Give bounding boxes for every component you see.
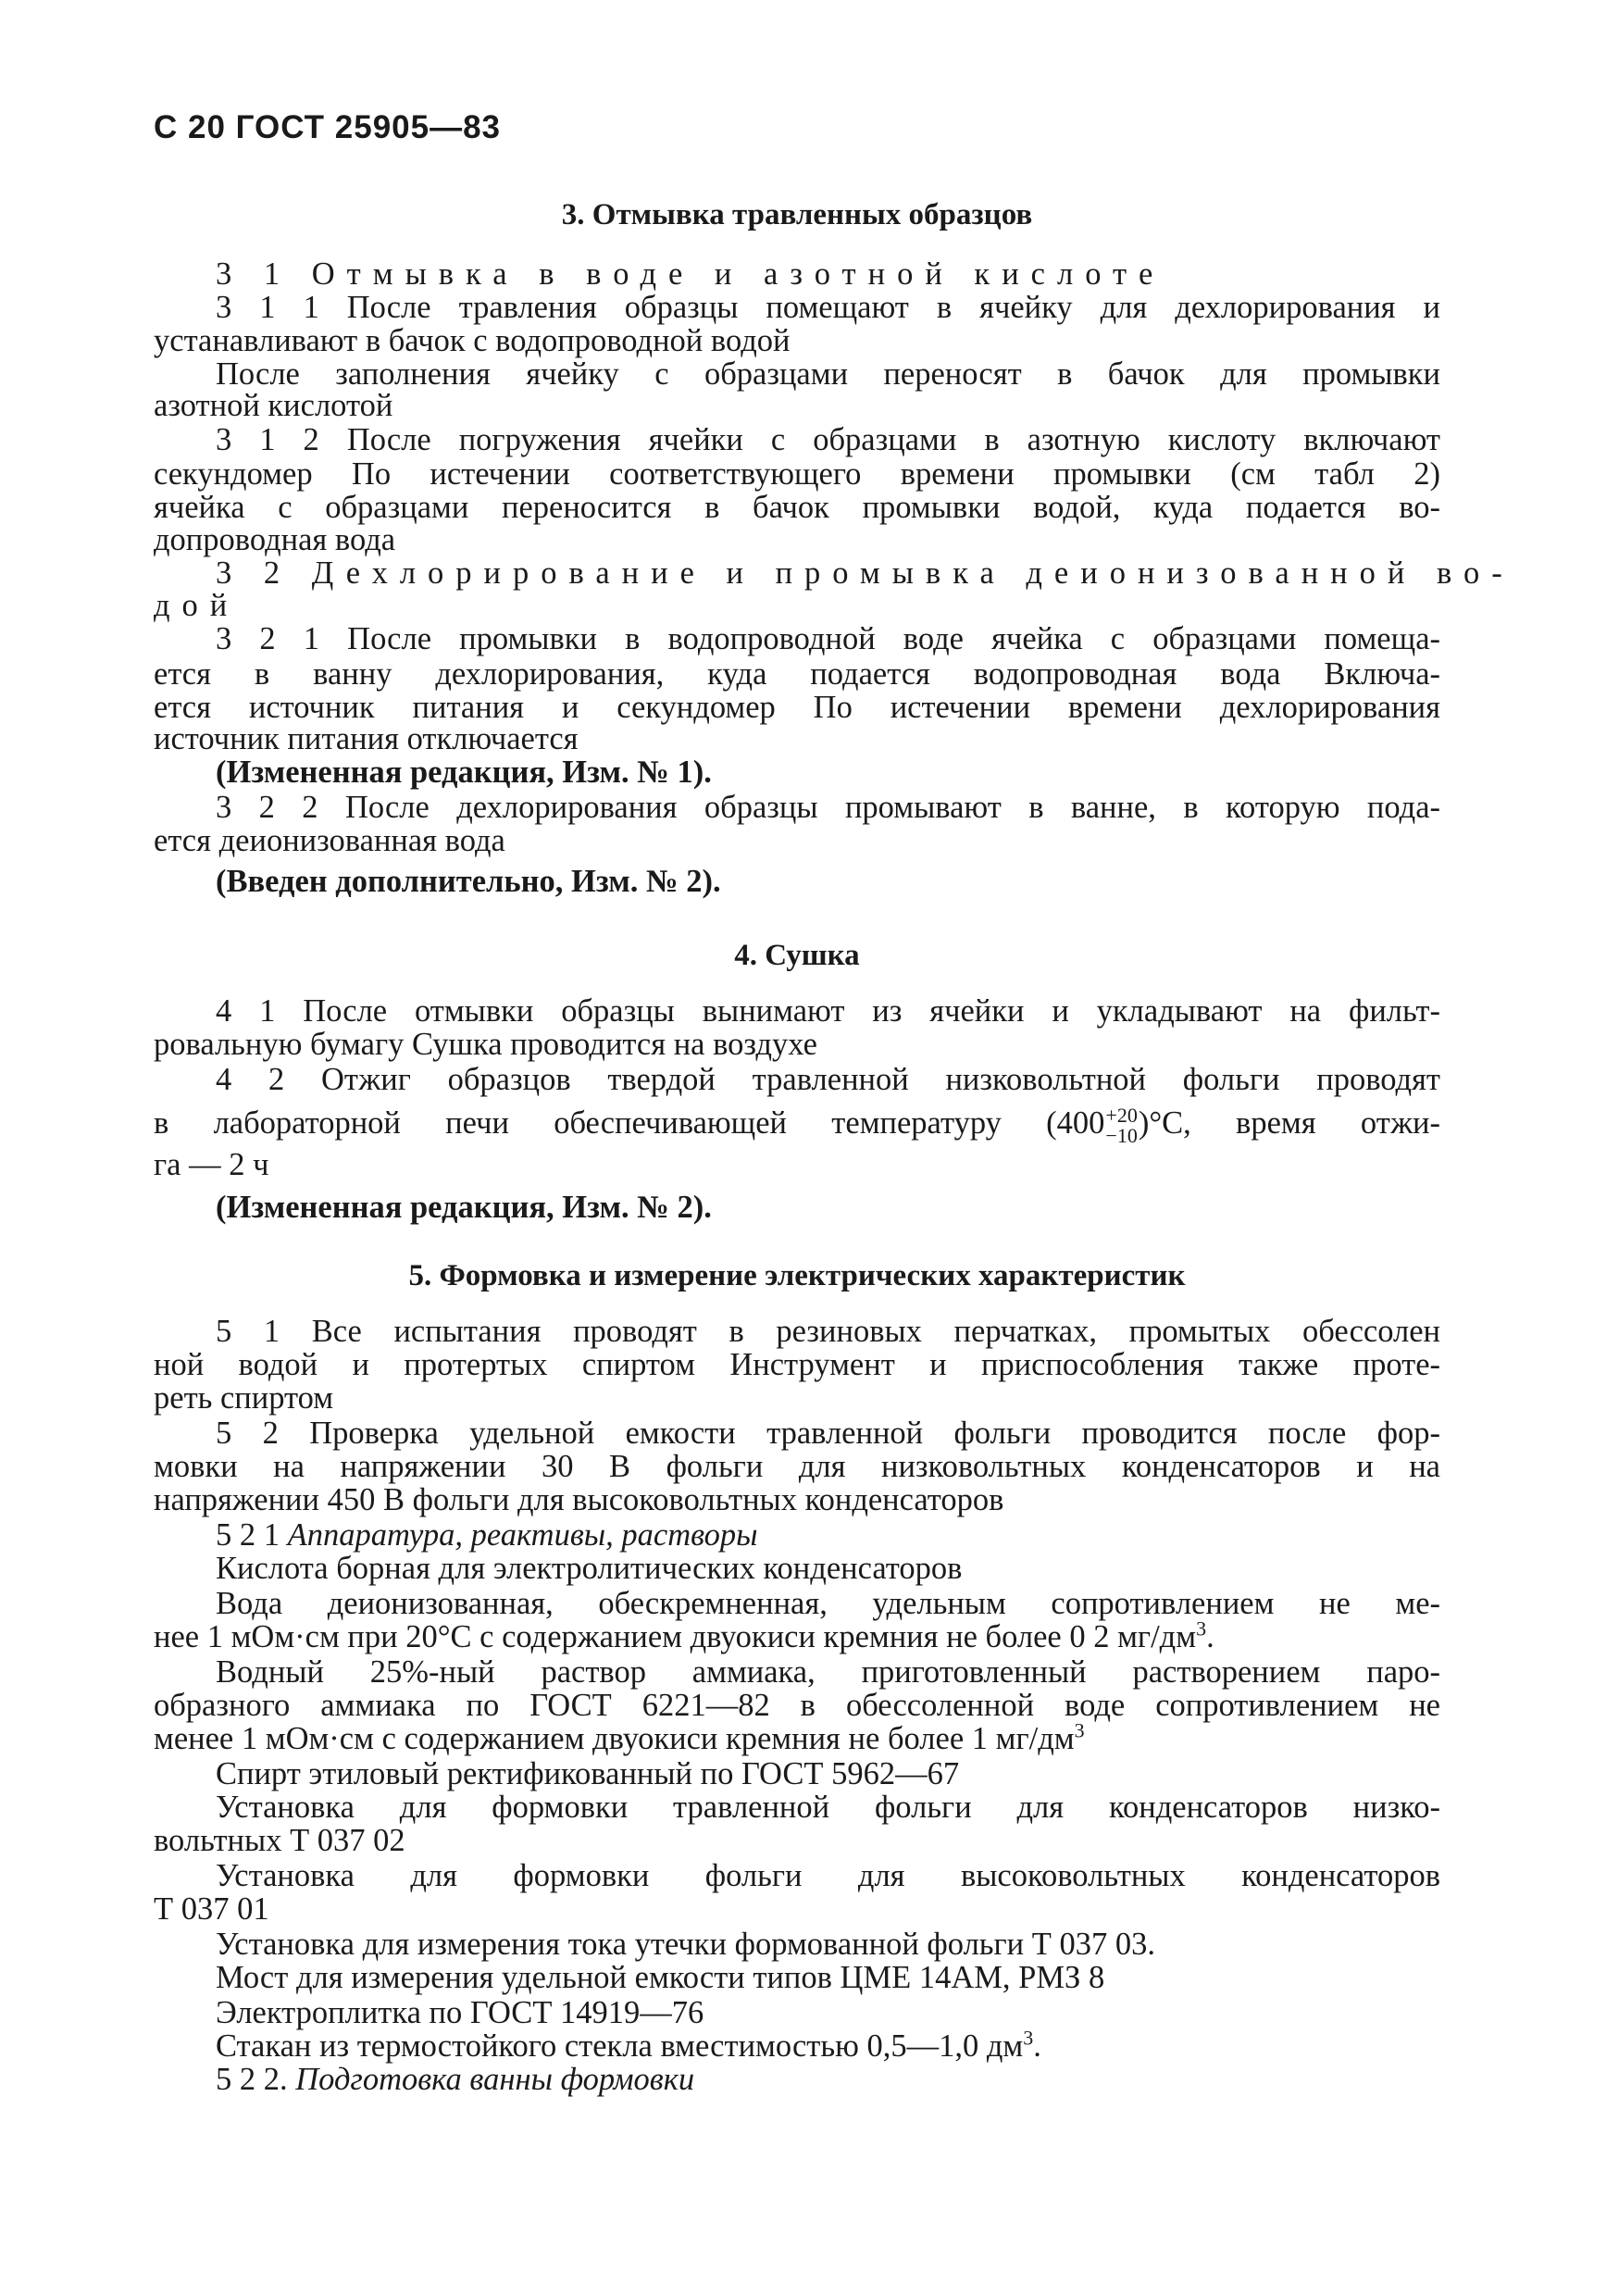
text-line: Мост для измерения удельной емкости типов ЦМЕ 14АМ, РМЗ 8 xyxy=(216,1960,1105,1995)
tolerance-upper: +20 xyxy=(1105,1104,1138,1127)
clause-3-2-heading: 3 2 Дехлорирование и промывка деионизованной во- xyxy=(216,555,1514,591)
text-line: нее 1 мОм·см при 20°С с содержанием двуокиси кремния не более 0 2 $мг/дм^3$. xyxy=(154,1616,1214,1654)
text-line: ется деионизованная вода xyxy=(154,823,505,858)
text-line: устанавливают в бачок с водопроводной водой xyxy=(154,323,791,358)
text-line: Установка для измерения тока утечки формованной фольги Т 037 03. xyxy=(216,1927,1155,1962)
clause-3-1-heading: 3 1 Отмывка в воде и азотной кислоте xyxy=(216,256,1165,292)
superscript-3: 3 xyxy=(1074,1718,1085,1742)
text-line: ровальную бумагу Сушка проводится на воздухе xyxy=(154,1027,817,1062)
clause-title: Подготовка ванны формовки xyxy=(295,2062,695,2097)
text-line: ячейка с образцами переносится в бачок промывки водой, куда подается во- xyxy=(154,490,1440,525)
text-line: Вода деионизованная, обескремненная, удельным сопротивлением не ме- xyxy=(216,1586,1440,1621)
formula-text-after: )°С, время отжи- xyxy=(1138,1104,1440,1141)
text-line: дой xyxy=(154,588,240,623)
text-line: 5 2 Проверка удельной емкости травленной фольги проводится после фор- xyxy=(216,1416,1440,1451)
text-line: образного аммиака по ГОСТ 6221—82 в обессоленной воде сопротивлением не xyxy=(154,1688,1440,1723)
text-line: Установка для формовки травленной фольги для конденсаторов низко- xyxy=(216,1790,1440,1825)
clause-number: 5 2 1 xyxy=(216,1517,280,1553)
text-line: Электроплитка по ГОСТ 14919—76 xyxy=(216,1995,704,2030)
tolerance-fraction xyxy=(1105,1105,1137,1146)
section-3-title: 3. Отмывка травленных образцов xyxy=(561,198,1033,231)
text-line: Спирт этиловый ректификованный по ГОСТ 5962—67 xyxy=(216,1756,960,1791)
text-line: азотной кислотой xyxy=(154,388,393,423)
superscript-3: 3 xyxy=(1196,1616,1207,1641)
text-line: 3 1 2 После погружения ячейки с образцами в азотную кислоту включают xyxy=(216,422,1440,457)
line-text: менее 1 мОм·см с содержанием двуокиси кремния не более 1 мг/дм xyxy=(154,1721,1075,1756)
text-line: ется источник питания и секундомер По истечении времени дехлорирования xyxy=(154,690,1440,725)
text-line: 3 2 1 После промывки в водопроводной воде ячейка с образцами помеща- xyxy=(216,621,1440,656)
text-line: 5 1 Все испытания проводят в резиновых перчатках, промытых обессолен xyxy=(216,1314,1440,1349)
page-header: С 20 ГОСТ 25905—83 xyxy=(154,109,502,145)
formula-text-before: в лабораторной печи обеспечивающей температуру (400 xyxy=(154,1104,1105,1141)
text-line: Установка для формовки фольги для высоковольтных конденсаторов xyxy=(216,1858,1440,1893)
text-line: га — 2 ч xyxy=(154,1147,269,1182)
text-line: секундомер По истечении соответствующего времени промывки (см табл 2) xyxy=(154,456,1440,492)
text-line: 4 1 После отмывки образцы вынимают из ячейки и укладывают на фильт- xyxy=(216,993,1440,1029)
text-line: 3 1 1 После травления образцы помещают в ячейку для дехлорирования и xyxy=(216,290,1440,325)
formula-line xyxy=(154,1105,1440,1146)
clause-number: 5 2 2. xyxy=(216,2062,288,2097)
section-5-title: 5. Формовка и измерение электрических характеристик xyxy=(408,1259,1186,1292)
amendment-note: (Измененная редакция, Изм. № 1). xyxy=(216,755,712,790)
line-text: Стакан из термостойкого стекла вместимостью 0,5—1,0 дм xyxy=(216,2028,1024,2064)
text-line: вольтных Т 037 02 xyxy=(154,1823,405,1858)
amendment-note: (Измененная редакция, Изм. № 2). xyxy=(216,1190,712,1225)
text-line: Т 037 01 xyxy=(154,1891,269,1927)
text-line: 3 2 2 После дехлорирования образцы промывают в ванне, в которую пода- xyxy=(216,790,1440,825)
clause-title: Аппаратура, реактивы, растворы xyxy=(287,1517,758,1553)
text-line: 4 2 Отжиг образцов твердой травленной низковольтной фольги проводят xyxy=(216,1062,1440,1097)
text-line: источник питания отключается xyxy=(154,721,579,756)
section-4-title: 4. Сушка xyxy=(734,939,860,972)
amendment-note: (Введен дополнительно, Изм. № 2). xyxy=(216,864,721,899)
text-line: После заполнения ячейку с образцами переносят в бачок для промывки xyxy=(216,356,1440,392)
tolerance-lower: −10 xyxy=(1105,1124,1138,1147)
text-line: ной водой и протертых спиртом Инструмент и приспособления также проте- xyxy=(154,1347,1440,1382)
text-line: напряжении 450 В фольги для высоковольтных конденсаторов xyxy=(154,1482,1004,1517)
text-line: реть спиртом xyxy=(154,1380,334,1416)
clause-5-2-2 xyxy=(216,2063,694,2096)
text-line: Кислота борная для электролитических конденсаторов xyxy=(216,1551,963,1586)
text-line: мовки на напряжении 30 В фольги для низковольтных конденсаторов и на xyxy=(154,1449,1440,1484)
text-line: допроводная вода xyxy=(154,522,396,557)
superscript-3: 3 xyxy=(1023,2026,1034,2050)
text-line: Водный 25%-ный раствор аммиака, приготовленный растворением паро- xyxy=(216,1654,1440,1690)
line-text: нее 1 мОм·см при 20°С с содержанием двуокиси кремния не более 0 2 мг/дм xyxy=(154,1619,1197,1654)
text-line xyxy=(154,1718,1085,1756)
text-line: ется в ванну дехлорирования, куда подается водопроводная вода Включа- xyxy=(154,656,1440,692)
text-line: Стакан из термостойкого стекла вместимостью 0,5—1,0 $дм^3$. xyxy=(216,2026,1041,2064)
clause-5-2-1 xyxy=(216,1518,758,1552)
